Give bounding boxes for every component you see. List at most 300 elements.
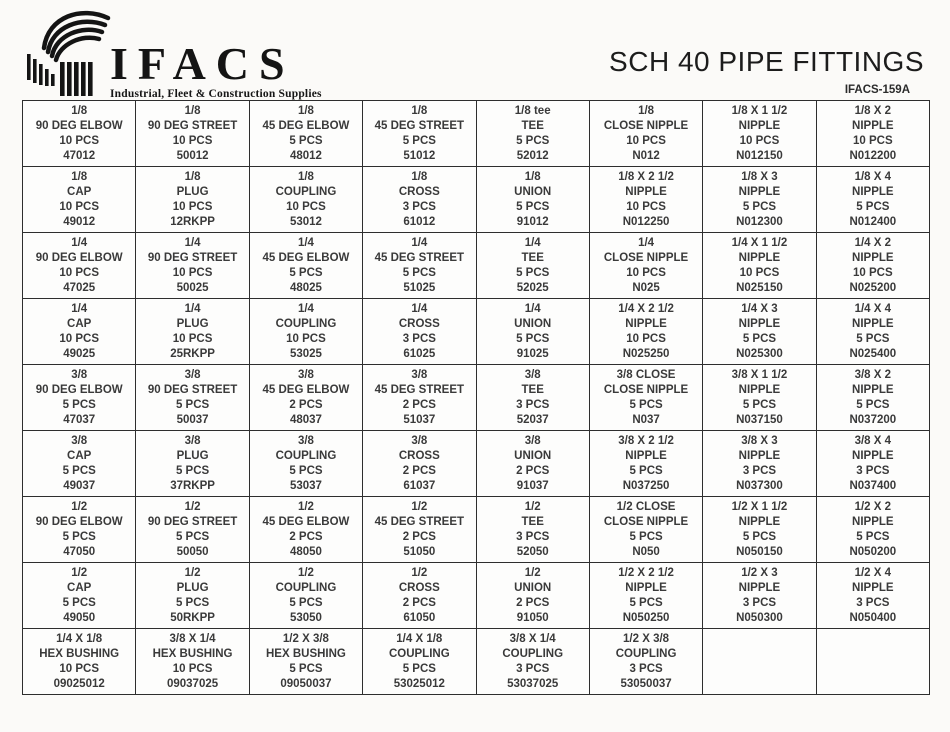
fitting-part: 51037 [403, 413, 436, 426]
fitting-part: 09037025 [166, 677, 219, 690]
fitting-name: CROSS [398, 449, 440, 462]
fitting-part: 47050 [63, 545, 96, 558]
fitting-name: NIPPLE [625, 449, 667, 462]
fitting-cell [23, 629, 136, 695]
table-row [23, 629, 930, 695]
fitting-cell [703, 431, 816, 497]
fitting-qty: 5 PCS [516, 266, 550, 279]
fitting-size: 3/8 X 2 1/2 [618, 434, 674, 447]
fitting-cell [703, 497, 816, 563]
fitting-qty: 5 PCS [742, 200, 777, 213]
fitting-part: 12RKPP [170, 215, 215, 228]
fitting-name: COUPLING [502, 647, 564, 660]
fitting-qty: 5 PCS [742, 398, 777, 411]
table-row [23, 563, 930, 629]
fitting-name: NIPPLE [738, 449, 781, 462]
fitting-name: CAP [67, 581, 92, 594]
fitting-part: 50RKPP [170, 611, 215, 624]
fitting-cell [249, 365, 362, 431]
fitting-cell [136, 299, 249, 365]
fitting-qty: 10 PCS [852, 134, 893, 147]
fitting-qty: 10 PCS [59, 200, 99, 213]
fitting-size: 3/8 X 4 [854, 434, 892, 447]
table-row [23, 299, 930, 365]
fitting-size: 1/8 [71, 104, 88, 117]
fitting-cell [23, 233, 136, 299]
fitting-size: 1/8 [184, 170, 201, 183]
fitting-cell [703, 167, 816, 233]
fitting-name: UNION [514, 581, 552, 594]
fitting-part: 50025 [176, 281, 209, 294]
fitting-name: CROSS [398, 317, 440, 330]
fitting-qty: 5 PCS [289, 134, 323, 147]
fitting-size: 1/4 X 1/8 [56, 632, 103, 645]
fitting-qty: 10 PCS [626, 266, 666, 279]
fitting-qty: 10 PCS [59, 266, 99, 279]
fitting-qty: 5 PCS [402, 266, 436, 279]
fitting-part: N025250 [622, 347, 670, 360]
fitting-qty: 10 PCS [172, 332, 213, 345]
fitting-size: 1/4 [411, 236, 428, 249]
fitting-size: 1/4 [71, 302, 88, 315]
fitting-size: 3/8 CLOSE [616, 368, 676, 381]
fitting-name: COUPLING [275, 449, 337, 462]
fitting-size: 1/4 [297, 302, 314, 315]
fitting-size: 1/4 [184, 236, 201, 249]
fitting-cell [703, 365, 816, 431]
fitting-name: NIPPLE [738, 185, 781, 198]
fitting-cell [249, 563, 362, 629]
fitting-cell [476, 497, 589, 563]
fitting-qty: 10 PCS [286, 332, 326, 345]
fitting-qty: 10 PCS [739, 266, 780, 279]
fitting-cell [363, 563, 476, 629]
fitting-size: 1/2 [297, 566, 314, 579]
fitting-name: 45 DEG ELBOW [262, 119, 350, 132]
fitting-size: 3/8 X 1/4 [509, 632, 556, 645]
fitting-size: 1/8 [71, 170, 88, 183]
fitting-cell [703, 233, 816, 299]
fitting-cell [589, 233, 702, 299]
fitting-part: N050150 [736, 545, 783, 558]
fitting-part: N037150 [736, 413, 783, 426]
fitting-qty: 10 PCS [286, 200, 326, 213]
fitting-size: 1/2 X 2 1/2 [618, 566, 674, 579]
fitting-cell [136, 629, 249, 695]
fitting-size: 1/4 [71, 236, 88, 249]
fitting-name: 90 DEG ELBOW [35, 251, 123, 264]
fitting-name: TEE [521, 119, 544, 132]
fitting-name: 90 DEG ELBOW [35, 515, 123, 528]
fitting-cell [589, 365, 702, 431]
page-title: SCH 40 PIPE FITTINGS [609, 46, 924, 77]
fitting-size: 1/4 [524, 236, 541, 249]
table-row [23, 167, 930, 233]
fitting-name: HEX BUSHING [266, 647, 346, 660]
fitting-part: N012150 [736, 149, 783, 162]
fitting-cell [476, 299, 589, 365]
ifacs-logo-icon [24, 6, 124, 102]
fitting-qty: 5 PCS [175, 464, 210, 477]
fitting-qty: 3 PCS [516, 662, 550, 675]
fitting-size: 3/8 X 2 [854, 368, 892, 381]
table-row [23, 233, 930, 299]
fitting-name: 90 DEG ELBOW [35, 119, 123, 132]
fitting-name: NIPPLE [852, 119, 894, 132]
fitting-size: 3/8 [297, 434, 314, 447]
fitting-cell [816, 167, 929, 233]
fitting-size: 1/2 X 4 [854, 566, 892, 579]
fitting-part: N025200 [849, 281, 897, 294]
fitting-size: 3/8 [184, 434, 201, 447]
fitting-cell [23, 167, 136, 233]
fitting-qty: 10 PCS [626, 332, 666, 345]
fitting-size: 1/2 [297, 500, 314, 513]
fitting-size: 1/4 X 1/8 [396, 632, 443, 645]
fitting-name: NIPPLE [852, 251, 894, 264]
fitting-name: UNION [514, 317, 552, 330]
fitting-qty: 3 PCS [402, 200, 436, 213]
fitting-name: NIPPLE [625, 185, 667, 198]
fitting-cell [476, 101, 589, 167]
fitting-part: 61025 [403, 347, 436, 360]
fitting-part: N050400 [849, 611, 897, 624]
fitting-size: 1/2 [524, 566, 541, 579]
fitting-name: CAP [67, 449, 92, 462]
fitting-cell [363, 167, 476, 233]
fitting-name: COUPLING [388, 647, 450, 660]
fitting-cell [703, 563, 816, 629]
fitting-cell [589, 629, 702, 695]
fitting-size: 1/4 X 3 [741, 302, 778, 315]
fitting-cell [589, 101, 702, 167]
fitting-name: COUPLING [275, 317, 337, 330]
fitting-part: N012200 [849, 149, 897, 162]
fitting-part: 49025 [63, 347, 96, 360]
fitting-name: CLOSE NIPPLE [603, 515, 689, 528]
fitting-qty: 10 PCS [59, 332, 99, 345]
fitting-qty: 5 PCS [742, 530, 777, 543]
empty-cell [816, 629, 929, 695]
fitting-name: NIPPLE [625, 317, 667, 330]
fitting-part: 37RKPP [170, 479, 215, 492]
fitting-part: 91025 [516, 347, 549, 360]
fitting-qty: 5 PCS [175, 398, 210, 411]
fitting-part: 52025 [516, 281, 549, 294]
fitting-name: HEX BUSHING [39, 647, 120, 660]
fitting-size: 3/8 [297, 368, 314, 381]
fitting-cell [23, 365, 136, 431]
fitting-name: 45 DEG ELBOW [262, 251, 350, 264]
fitting-part: N025300 [736, 347, 783, 360]
fitting-size: 3/8 [411, 434, 428, 447]
fitting-qty: 3 PCS [402, 332, 436, 345]
fitting-cell [703, 101, 816, 167]
fitting-name: NIPPLE [738, 317, 781, 330]
fitting-part: 53037 [289, 479, 322, 492]
fitting-size: 1/8 X 4 [854, 170, 892, 183]
fitting-part: N025400 [849, 347, 897, 360]
fitting-name: 45 DEG STREET [374, 251, 465, 264]
fitting-cell [136, 101, 249, 167]
fitting-name: TEE [521, 383, 544, 396]
fitting-qty: 10 PCS [172, 662, 213, 675]
fitting-qty: 3 PCS [856, 596, 890, 609]
fitting-qty: 3 PCS [516, 398, 550, 411]
fitting-cell [476, 629, 589, 695]
fitting-size: 3/8 [524, 434, 541, 447]
fitting-name: 45 DEG STREET [374, 383, 465, 396]
fitting-size: 1/2 [184, 500, 201, 513]
fitting-cell [476, 431, 589, 497]
fitting-qty: 10 PCS [172, 266, 213, 279]
fitting-cell [363, 629, 476, 695]
fitting-size: 3/8 [524, 368, 541, 381]
fitting-name: NIPPLE [625, 581, 667, 594]
fitting-cell [249, 431, 362, 497]
fitting-cell [703, 299, 816, 365]
fitting-part: 51050 [403, 545, 436, 558]
fitting-part: N025 [632, 281, 660, 294]
fitting-size: 1/2 [184, 566, 201, 579]
fitting-size: 1/8 tee [514, 104, 551, 117]
fitting-cell [589, 497, 702, 563]
fitting-part: 51012 [403, 149, 436, 162]
fitting-name: CLOSE NIPPLE [603, 119, 689, 132]
fitting-name: NIPPLE [738, 581, 781, 594]
fitting-name: NIPPLE [738, 383, 781, 396]
fitting-size: 1/2 X 2 [854, 500, 892, 513]
fittings-table-body [23, 101, 930, 695]
fitting-cell [23, 431, 136, 497]
fitting-size: 1/8 X 3 [741, 170, 778, 183]
fitting-name: 45 DEG STREET [374, 515, 465, 528]
fitting-cell [23, 299, 136, 365]
fitting-name: COUPLING [615, 647, 677, 660]
fitting-part: 50050 [176, 545, 209, 558]
fitting-part: 61037 [403, 479, 436, 492]
fitting-cell [23, 101, 136, 167]
fitting-cell [476, 563, 589, 629]
fitting-qty: 10 PCS [626, 200, 666, 213]
fitting-part: 09025012 [53, 677, 105, 690]
fitting-name: CAP [67, 185, 92, 198]
fitting-cell [476, 365, 589, 431]
fitting-name: NIPPLE [852, 383, 894, 396]
table-row [23, 365, 930, 431]
fitting-name: TEE [521, 251, 544, 264]
fitting-part: 52012 [516, 149, 549, 162]
fitting-qty: 5 PCS [629, 596, 663, 609]
fitting-size: 1/4 [411, 302, 428, 315]
fitting-size: 1/4 X 1 1/2 [731, 236, 788, 249]
fitting-part: N012300 [736, 215, 783, 228]
fitting-qty: 2 PCS [289, 530, 323, 543]
fitting-size: 1/8 [297, 170, 314, 183]
fitting-cell [23, 563, 136, 629]
fitting-cell [249, 497, 362, 563]
fitting-cell [136, 497, 249, 563]
fitting-part: N012 [632, 149, 660, 162]
fitting-qty: 10 PCS [626, 134, 666, 147]
fitting-name: 90 DEG STREET [147, 383, 238, 396]
fitting-cell [476, 233, 589, 299]
fitting-cell [249, 101, 362, 167]
fitting-size: 1/2 [71, 566, 88, 579]
fitting-qty: 5 PCS [289, 464, 323, 477]
fitting-cell [816, 497, 929, 563]
fitting-cell [816, 101, 929, 167]
fitting-part: 91050 [516, 611, 549, 624]
fitting-size: 3/8 [71, 368, 88, 381]
logo-tagline: Industrial, Fleet & Construction Supplies [110, 88, 322, 100]
fitting-qty: 5 PCS [62, 464, 96, 477]
fitting-name: CROSS [398, 581, 440, 594]
fitting-part: N025150 [736, 281, 783, 294]
fitting-part: N050300 [736, 611, 783, 624]
fitting-part: 48050 [289, 545, 322, 558]
fitting-qty: 2 PCS [516, 464, 550, 477]
fitting-size: 1/4 [297, 236, 314, 249]
fitting-name: 45 DEG STREET [374, 119, 465, 132]
fitting-name: HEX BUSHING [152, 647, 233, 660]
fitting-name: CROSS [398, 185, 440, 198]
fitting-cell [136, 365, 249, 431]
fitting-part: N037400 [849, 479, 897, 492]
fitting-part: 91012 [516, 215, 549, 228]
fitting-part: 48025 [289, 281, 322, 294]
fitting-qty: 3 PCS [856, 464, 890, 477]
fitting-cell [249, 299, 362, 365]
fitting-name: COUPLING [275, 581, 337, 594]
fitting-cell [476, 167, 589, 233]
fitting-size: 3/8 X 3 [741, 434, 778, 447]
fitting-size: 1/2 [411, 566, 428, 579]
fitting-cell [589, 167, 702, 233]
fitting-name: NIPPLE [852, 449, 894, 462]
company-logo [24, 6, 322, 102]
fitting-qty: 5 PCS [516, 200, 550, 213]
empty-cell [703, 629, 816, 695]
fitting-size: 1/2 X 3/8 [282, 632, 329, 645]
fitting-qty: 3 PCS [742, 464, 777, 477]
fitting-name: NIPPLE [852, 581, 894, 594]
fitting-part: N050 [632, 545, 660, 558]
fitting-part: 47037 [63, 413, 96, 426]
fitting-part: 49037 [63, 479, 96, 492]
fitting-qty: 10 PCS [59, 662, 99, 675]
fitting-qty: 5 PCS [629, 530, 663, 543]
fitting-qty: 2 PCS [402, 398, 436, 411]
table-row [23, 431, 930, 497]
fitting-size: 3/8 [71, 434, 88, 447]
fitting-name: 90 DEG STREET [147, 515, 238, 528]
fitting-part: 48012 [289, 149, 322, 162]
fitting-qty: 5 PCS [62, 530, 96, 543]
fitting-part: 53050037 [620, 677, 672, 690]
fitting-name: NIPPLE [738, 251, 781, 264]
fitting-name: CLOSE NIPPLE [603, 251, 689, 264]
fitting-qty: 2 PCS [402, 596, 436, 609]
fitting-cell [136, 233, 249, 299]
fitting-qty: 5 PCS [629, 398, 663, 411]
fitting-size: 1/2 CLOSE [616, 500, 676, 513]
fitting-cell [816, 431, 929, 497]
fitting-part: 48037 [289, 413, 322, 426]
fitting-part: 52050 [516, 545, 549, 558]
fitting-size: 1/8 [184, 104, 201, 117]
fitting-cell [249, 233, 362, 299]
fitting-part: 91037 [516, 479, 549, 492]
fitting-name: NIPPLE [852, 317, 894, 330]
fitting-qty: 5 PCS [289, 662, 323, 675]
fitting-part: 50012 [176, 149, 209, 162]
fitting-cell [816, 563, 929, 629]
fitting-part: N012400 [849, 215, 897, 228]
fitting-part: 53012 [289, 215, 322, 228]
fittings-table [22, 100, 930, 695]
fitting-size: 1/8 [297, 104, 314, 117]
fitting-qty: 5 PCS [856, 200, 890, 213]
fitting-qty: 5 PCS [856, 398, 890, 411]
fitting-name: NIPPLE [738, 515, 781, 528]
fitting-size: 1/4 [524, 302, 541, 315]
fitting-qty: 5 PCS [516, 134, 550, 147]
fitting-cell [363, 431, 476, 497]
fitting-qty: 5 PCS [175, 596, 210, 609]
fitting-part: 51025 [403, 281, 436, 294]
fitting-part: 49050 [63, 611, 96, 624]
fitting-part: 09050037 [280, 677, 332, 690]
fitting-qty: 3 PCS [742, 596, 777, 609]
document-code: IFACS-159A [844, 84, 910, 96]
fitting-name: 45 DEG ELBOW [262, 383, 350, 396]
fitting-size: 1/4 [638, 236, 655, 249]
fitting-part: N037250 [622, 479, 670, 492]
fitting-cell [363, 365, 476, 431]
logo-text: IFACS [110, 38, 295, 89]
fitting-qty: 2 PCS [516, 596, 550, 609]
fitting-size: 1/2 [411, 500, 428, 513]
fitting-qty: 5 PCS [62, 596, 96, 609]
fitting-qty: 10 PCS [739, 134, 780, 147]
fitting-part: 53037025 [507, 677, 559, 690]
fitting-size: 3/8 X 1 1/2 [731, 368, 788, 381]
fitting-size: 1/4 [184, 302, 201, 315]
fitting-name: PLUG [176, 185, 209, 198]
fitting-size: 1/2 X 3/8 [623, 632, 670, 645]
fitting-cell [136, 563, 249, 629]
fitting-cell [589, 299, 702, 365]
fitting-qty: 3 PCS [629, 662, 663, 675]
fitting-part: N037 [632, 413, 660, 426]
fitting-size: 3/8 X 1/4 [169, 632, 216, 645]
fitting-part: 25RKPP [170, 347, 215, 360]
fitting-part: N012250 [622, 215, 670, 228]
fitting-name: PLUG [176, 317, 209, 330]
fitting-cell [136, 431, 249, 497]
fitting-name: CLOSE NIPPLE [603, 383, 689, 396]
fitting-part: N037200 [849, 413, 897, 426]
fitting-cell [589, 431, 702, 497]
fitting-name: NIPPLE [852, 185, 894, 198]
fitting-qty: 10 PCS [172, 134, 213, 147]
fitting-cell [816, 233, 929, 299]
fitting-cell [249, 629, 362, 695]
fitting-size: 1/8 X 2 1/2 [618, 170, 674, 183]
fitting-part: 47025 [63, 281, 96, 294]
fitting-size: 1/2 X 1 1/2 [731, 500, 788, 513]
